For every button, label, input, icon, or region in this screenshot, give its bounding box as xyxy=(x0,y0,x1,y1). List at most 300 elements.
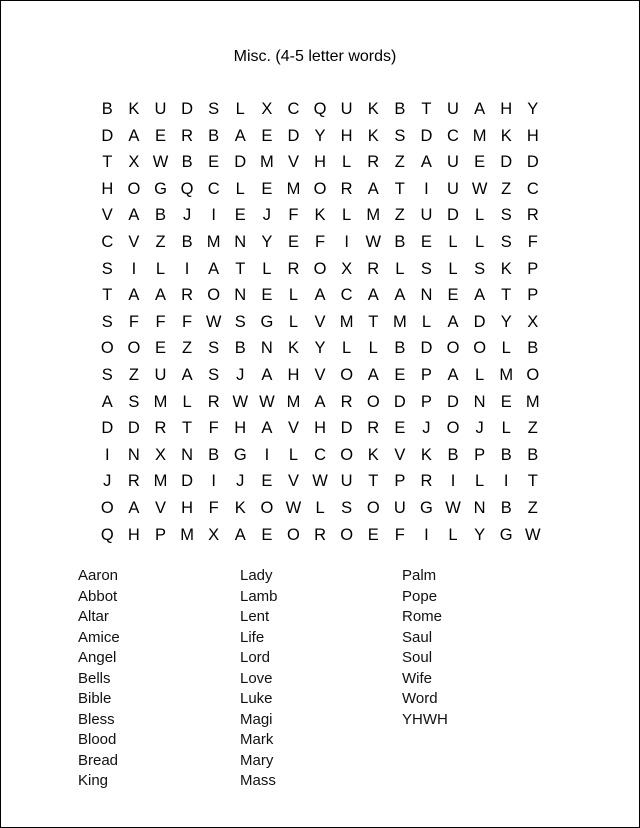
grid-letter: M xyxy=(286,179,301,198)
grid-letter: D xyxy=(420,126,433,145)
grid-letter: R xyxy=(207,392,220,411)
grid-letter: J xyxy=(236,365,245,384)
word-list-item: Soul xyxy=(402,649,433,666)
grid-letter: O xyxy=(366,498,380,517)
word-list-item: Abbot xyxy=(78,587,118,605)
grid-letter: B xyxy=(394,339,406,358)
grid-letter: C xyxy=(314,445,326,464)
grid-letter: K xyxy=(367,126,379,145)
grid-letter: Z xyxy=(527,498,538,517)
grid-letter: O xyxy=(366,392,380,411)
word-list-item: YHWH xyxy=(402,710,448,728)
grid-letter: L xyxy=(475,206,485,225)
letter-grid xyxy=(94,96,546,548)
grid-letter: P xyxy=(527,259,539,278)
word-list-item: Mark xyxy=(240,731,274,748)
grid-letter: L xyxy=(315,498,325,517)
grid-letter: R xyxy=(340,392,353,411)
grid-letter: V xyxy=(314,312,326,331)
grid-letter: L xyxy=(342,206,352,225)
grid-letter: D xyxy=(127,419,140,438)
grid-letter: O xyxy=(340,365,354,384)
grid-letter: W xyxy=(259,392,275,411)
grid-letter: L xyxy=(475,472,485,491)
grid-letter: E xyxy=(261,179,273,198)
grid-letter: G xyxy=(499,525,513,544)
word-list-item: Amice xyxy=(78,628,120,646)
grid-letter: J xyxy=(475,419,484,438)
grid-letter: B xyxy=(500,445,512,464)
grid-letter: A xyxy=(234,126,246,145)
word-list-item: Lamb xyxy=(240,587,278,605)
grid-letter: A xyxy=(394,286,406,305)
grid-letter: S xyxy=(394,126,406,145)
grid-letter: T xyxy=(182,419,193,438)
grid-row xyxy=(94,229,546,256)
grid-letter: T xyxy=(368,472,379,491)
grid-letter: V xyxy=(128,232,140,251)
word-list-item: Wife xyxy=(402,669,432,687)
grid-letter: Y xyxy=(527,100,539,118)
grid-letter: A xyxy=(128,206,140,225)
grid-letter: K xyxy=(367,445,379,464)
grid-letter: K xyxy=(234,498,246,517)
grid-letter: F xyxy=(208,498,219,517)
grid-letter: M xyxy=(153,392,168,411)
grid-letter: M xyxy=(206,232,221,251)
grid-letter: W xyxy=(445,498,461,517)
grid-letter: H xyxy=(340,126,353,145)
grid-letter: L xyxy=(262,259,272,278)
grid-letter: L xyxy=(342,153,352,172)
grid-letter: E xyxy=(154,339,166,358)
grid-letter: R xyxy=(367,259,380,278)
word-list-item: Bread xyxy=(78,751,119,769)
grid-letter: E xyxy=(474,153,486,172)
grid-letter: B xyxy=(181,232,193,251)
grid-letter: B xyxy=(234,339,246,358)
grid-letter: A xyxy=(474,286,486,305)
grid-letter: O xyxy=(100,498,114,517)
grid-letter: E xyxy=(394,419,406,438)
grid-letter: J xyxy=(422,419,431,438)
grid-letter: I xyxy=(503,472,509,491)
grid-letter: Z xyxy=(182,339,193,358)
grid-row xyxy=(94,202,546,229)
grid-letter: O xyxy=(446,419,460,438)
grid-letter: S xyxy=(128,392,140,411)
grid-letter: K xyxy=(500,126,512,145)
grid-letter: E xyxy=(261,525,273,544)
grid-letter: S xyxy=(208,100,220,118)
grid-letter: D xyxy=(420,339,433,358)
grid-letter: U xyxy=(340,472,353,491)
grid-letter: F xyxy=(155,312,166,331)
grid-letter: U xyxy=(340,100,353,118)
grid-letter: N xyxy=(234,232,247,251)
grid-letter: D xyxy=(101,126,114,145)
word-list-column-3 xyxy=(402,566,448,730)
word-list-item: Altar xyxy=(78,608,109,625)
grid-letter: N xyxy=(420,286,433,305)
grid-letter: I xyxy=(184,259,190,278)
grid-letter: L xyxy=(235,100,245,118)
grid-letter: Q xyxy=(313,100,327,118)
grid-letter: B xyxy=(500,498,512,517)
grid-row xyxy=(94,256,546,283)
grid-letter: T xyxy=(501,286,512,305)
grid-letter: O xyxy=(127,179,141,198)
grid-letter: K xyxy=(420,445,432,464)
grid-letter: E xyxy=(261,286,273,305)
word-list-item: Angel xyxy=(78,649,117,666)
grid-letter: K xyxy=(287,339,299,358)
word-list-item: Pope xyxy=(402,587,438,605)
grid-letter: X xyxy=(341,259,353,278)
grid-letter: L xyxy=(182,392,192,411)
grid-row xyxy=(94,282,546,309)
grid-letter: R xyxy=(181,286,194,305)
grid-letter: M xyxy=(259,153,274,172)
grid-letter: B xyxy=(394,100,406,118)
grid-letter: G xyxy=(260,312,274,331)
grid-letter: J xyxy=(182,206,192,225)
grid-letter: K xyxy=(367,100,379,118)
grid-letter: I xyxy=(264,445,270,464)
grid-letter: O xyxy=(340,445,354,464)
word-list-item: Love xyxy=(240,669,273,687)
grid-letter: U xyxy=(154,100,167,118)
grid-letter: U xyxy=(420,206,433,225)
grid-letter: M xyxy=(180,525,194,544)
grid-row xyxy=(94,362,546,389)
grid-letter: A xyxy=(314,392,326,411)
grid-letter: Y xyxy=(314,126,326,145)
grid-letter: M xyxy=(472,126,487,145)
grid-letter: Z xyxy=(155,232,166,251)
grid-row xyxy=(94,123,546,150)
grid-letter: E xyxy=(500,392,512,411)
grid-letter: L xyxy=(155,259,166,278)
grid-letter: N xyxy=(127,445,140,464)
grid-letter: F xyxy=(394,525,405,544)
grid-letter: L xyxy=(368,339,378,358)
grid-row xyxy=(94,335,546,362)
grid-letter: T xyxy=(235,259,246,278)
grid-letter: A xyxy=(154,286,166,305)
grid-letter: G xyxy=(154,179,167,198)
grid-letter: A xyxy=(261,365,273,384)
grid-letter: P xyxy=(420,392,432,411)
grid-letter: V xyxy=(394,445,406,464)
grid-row xyxy=(94,495,546,522)
grid-letter: M xyxy=(286,392,301,411)
grid-letter: L xyxy=(288,445,299,464)
grid-letter: O xyxy=(526,365,540,384)
grid-letter: O xyxy=(446,339,460,358)
grid-letter: A xyxy=(261,419,273,438)
grid-letter: Y xyxy=(261,232,273,251)
grid-letter: R xyxy=(367,419,380,438)
grid-letter: S xyxy=(101,365,113,384)
grid-letter: S xyxy=(474,259,486,278)
grid-letter: W xyxy=(312,472,328,491)
grid-letter: W xyxy=(525,525,541,544)
grid-row xyxy=(94,389,546,416)
grid-letter: P xyxy=(527,286,539,305)
grid-letter: O xyxy=(100,339,114,358)
word-list-item: Blood xyxy=(78,731,117,748)
grid-letter: X xyxy=(128,153,140,172)
grid-letter: R xyxy=(127,472,140,491)
grid-letter: H xyxy=(500,100,513,118)
grid-letter: W xyxy=(471,179,488,198)
grid-letter: Y xyxy=(500,312,512,331)
grid-letter: J xyxy=(262,206,271,225)
grid-letter: M xyxy=(525,392,540,411)
grid-letter: A xyxy=(128,126,140,145)
grid-letter: E xyxy=(394,365,406,384)
grid-letter: A xyxy=(447,312,459,331)
grid-letter: H xyxy=(526,126,539,145)
grid-letter: R xyxy=(340,179,353,198)
grid-letter: S xyxy=(208,339,220,358)
grid-letter: O xyxy=(207,286,221,305)
word-list-item: Bells xyxy=(78,669,111,687)
grid-letter: M xyxy=(392,312,407,331)
grid-letter: L xyxy=(448,525,458,544)
grid-letter: W xyxy=(205,312,222,331)
grid-letter: C xyxy=(207,179,220,198)
grid-letter: G xyxy=(233,445,247,464)
grid-letter: U xyxy=(154,365,167,384)
word-list-item: Life xyxy=(240,628,265,646)
grid-row xyxy=(94,149,546,176)
word-list-column-2 xyxy=(240,566,278,792)
grid-letter: D xyxy=(101,419,114,438)
grid-letter: J xyxy=(103,472,112,491)
grid-letter: B xyxy=(527,445,539,464)
grid-letter: O xyxy=(313,259,327,278)
grid-letter: F xyxy=(182,312,193,331)
grid-letter: E xyxy=(367,525,379,544)
grid-letter: D xyxy=(447,206,459,225)
grid-letter: S xyxy=(101,259,113,278)
grid-letter: S xyxy=(208,365,220,384)
grid-letter: A xyxy=(367,286,379,305)
puzzle-title: Misc. (4-5 letter words) xyxy=(233,48,397,65)
grid-letter: V xyxy=(101,206,113,225)
word-list-item: Lent xyxy=(240,608,270,625)
grid-letter: O xyxy=(260,498,274,517)
grid-letter: R xyxy=(526,206,539,225)
grid-letter: Q xyxy=(180,179,194,198)
grid-letter: H xyxy=(234,419,247,438)
word-list-item: Lady xyxy=(240,567,273,584)
grid-letter: L xyxy=(395,259,405,278)
grid-letter: W xyxy=(152,153,169,172)
grid-letter: E xyxy=(261,126,273,145)
word-list-item: Mary xyxy=(240,751,274,769)
grid-row xyxy=(94,96,546,123)
word-list-item: Lord xyxy=(240,649,271,666)
word-list-item: Bless xyxy=(78,710,115,728)
grid-letter: D xyxy=(526,153,539,172)
grid-letter: T xyxy=(527,472,538,491)
grid-letter: L xyxy=(288,286,299,305)
grid-letter: U xyxy=(447,100,459,118)
grid-letter: A xyxy=(367,179,379,198)
word-list-item: Aaron xyxy=(78,567,119,584)
grid-letter: C xyxy=(340,286,353,305)
grid-letter: F xyxy=(128,312,139,331)
grid-letter: B xyxy=(208,445,220,464)
grid-letter: S xyxy=(341,498,353,517)
word-list-item: Rome xyxy=(402,608,443,625)
grid-letter: U xyxy=(447,153,459,172)
grid-letter: A xyxy=(234,525,246,544)
grid-letter: B xyxy=(394,232,406,251)
grid-letter: Z xyxy=(501,179,512,198)
grid-letter: A xyxy=(447,365,459,384)
grid-letter: Y xyxy=(474,525,486,544)
grid-letter: V xyxy=(314,365,326,384)
grid-letter: D xyxy=(181,100,194,118)
grid-letter: V xyxy=(154,498,166,517)
grid-row xyxy=(94,176,546,203)
word-list-item: King xyxy=(78,772,109,789)
grid-letter: I xyxy=(131,259,137,278)
grid-letter: L xyxy=(448,232,458,251)
grid-letter: R xyxy=(420,472,433,491)
grid-letter: I xyxy=(211,206,216,225)
grid-letter: K xyxy=(314,206,326,225)
grid-letter: J xyxy=(236,472,245,491)
grid-letter: P xyxy=(394,472,406,491)
grid-letter: B xyxy=(527,339,539,358)
grid-letter: C xyxy=(287,100,300,118)
grid-letter: E xyxy=(287,232,299,251)
grid-letter: C xyxy=(101,232,114,251)
grid-letter: O xyxy=(313,179,327,198)
grid-letter: S xyxy=(500,206,512,225)
grid-letter: N xyxy=(473,392,486,411)
grid-letter: O xyxy=(473,339,487,358)
word-list-item: Mass xyxy=(240,772,276,789)
grid-letter: A xyxy=(208,259,220,278)
grid-letter: W xyxy=(232,392,249,411)
grid-letter: P xyxy=(474,445,486,464)
grid-letter: O xyxy=(127,339,141,358)
grid-letter: O xyxy=(287,525,300,544)
grid-letter: S xyxy=(101,312,113,331)
grid-letter: M xyxy=(339,312,354,331)
grid-letter: D xyxy=(473,312,486,331)
grid-letter: L xyxy=(448,259,458,278)
grid-letter: V xyxy=(287,419,299,438)
grid-letter: I xyxy=(424,179,429,198)
grid-letter: I xyxy=(450,472,456,491)
grid-letter: L xyxy=(501,339,511,358)
grid-letter: F xyxy=(208,419,219,438)
grid-letter: E xyxy=(208,153,220,172)
grid-letter: I xyxy=(105,445,110,464)
grid-letter: A xyxy=(314,286,326,305)
grid-letter: G xyxy=(420,498,433,517)
grid-letter: H xyxy=(127,525,140,544)
grid-letter: E xyxy=(154,126,166,145)
grid-row xyxy=(94,522,546,549)
grid-letter: A xyxy=(128,498,140,517)
grid-letter: H xyxy=(101,179,114,198)
grid-letter: V xyxy=(287,472,299,491)
grid-letter: U xyxy=(393,498,406,517)
grid-letter: E xyxy=(261,472,273,491)
grid-row xyxy=(94,468,546,495)
grid-letter: I xyxy=(344,232,349,251)
grid-letter: H xyxy=(181,498,194,517)
grid-letter: M xyxy=(366,206,381,225)
grid-letter: F xyxy=(288,206,299,225)
grid-letter: L xyxy=(475,365,485,384)
grid-letter: I xyxy=(424,525,429,544)
grid-letter: C xyxy=(447,126,459,145)
grid-letter: H xyxy=(314,153,326,172)
grid-letter: R xyxy=(154,419,167,438)
grid-letter: S xyxy=(420,259,432,278)
grid-letter: H xyxy=(314,419,326,438)
grid-letter: F xyxy=(315,232,326,251)
word-list-item: Saul xyxy=(402,628,433,646)
grid-letter: E xyxy=(234,206,246,225)
grid-letter: L xyxy=(421,312,432,331)
grid-letter: D xyxy=(181,472,194,491)
grid-letter: S xyxy=(234,312,246,331)
grid-letter: X xyxy=(527,312,539,331)
grid-letter: D xyxy=(287,126,300,145)
grid-letter: V xyxy=(287,153,299,172)
grid-letter: L xyxy=(501,419,511,438)
grid-letter: U xyxy=(447,179,459,198)
word-list-column-1 xyxy=(78,566,120,792)
grid-letter: Y xyxy=(314,339,326,358)
word-list-item: Bible xyxy=(78,690,112,707)
grid-letter: A xyxy=(128,286,140,305)
grid-letter: X xyxy=(261,100,273,118)
grid-letter: K xyxy=(500,259,512,278)
grid-row xyxy=(94,309,546,336)
grid-letter: R xyxy=(181,126,194,145)
word-list-item: Word xyxy=(402,690,438,707)
grid-letter: N xyxy=(473,498,486,517)
grid-letter: B xyxy=(181,153,193,172)
grid-letter: Z xyxy=(128,365,139,384)
word-list-item: Magi xyxy=(240,710,273,728)
grid-letter: D xyxy=(340,419,353,438)
word-list-item: Palm xyxy=(402,567,437,584)
grid-letter: I xyxy=(211,472,216,491)
grid-letter: B xyxy=(447,445,459,464)
grid-letter: N xyxy=(260,339,273,358)
grid-letter: L xyxy=(288,312,299,331)
grid-letter: O xyxy=(340,525,354,544)
grid-letter: Q xyxy=(100,525,114,544)
grid-letter: A xyxy=(420,153,432,172)
grid-letter: T xyxy=(421,100,432,118)
grid-letter: H xyxy=(287,365,300,384)
grid-letter: X xyxy=(154,445,166,464)
grid-letter: M xyxy=(499,365,514,384)
